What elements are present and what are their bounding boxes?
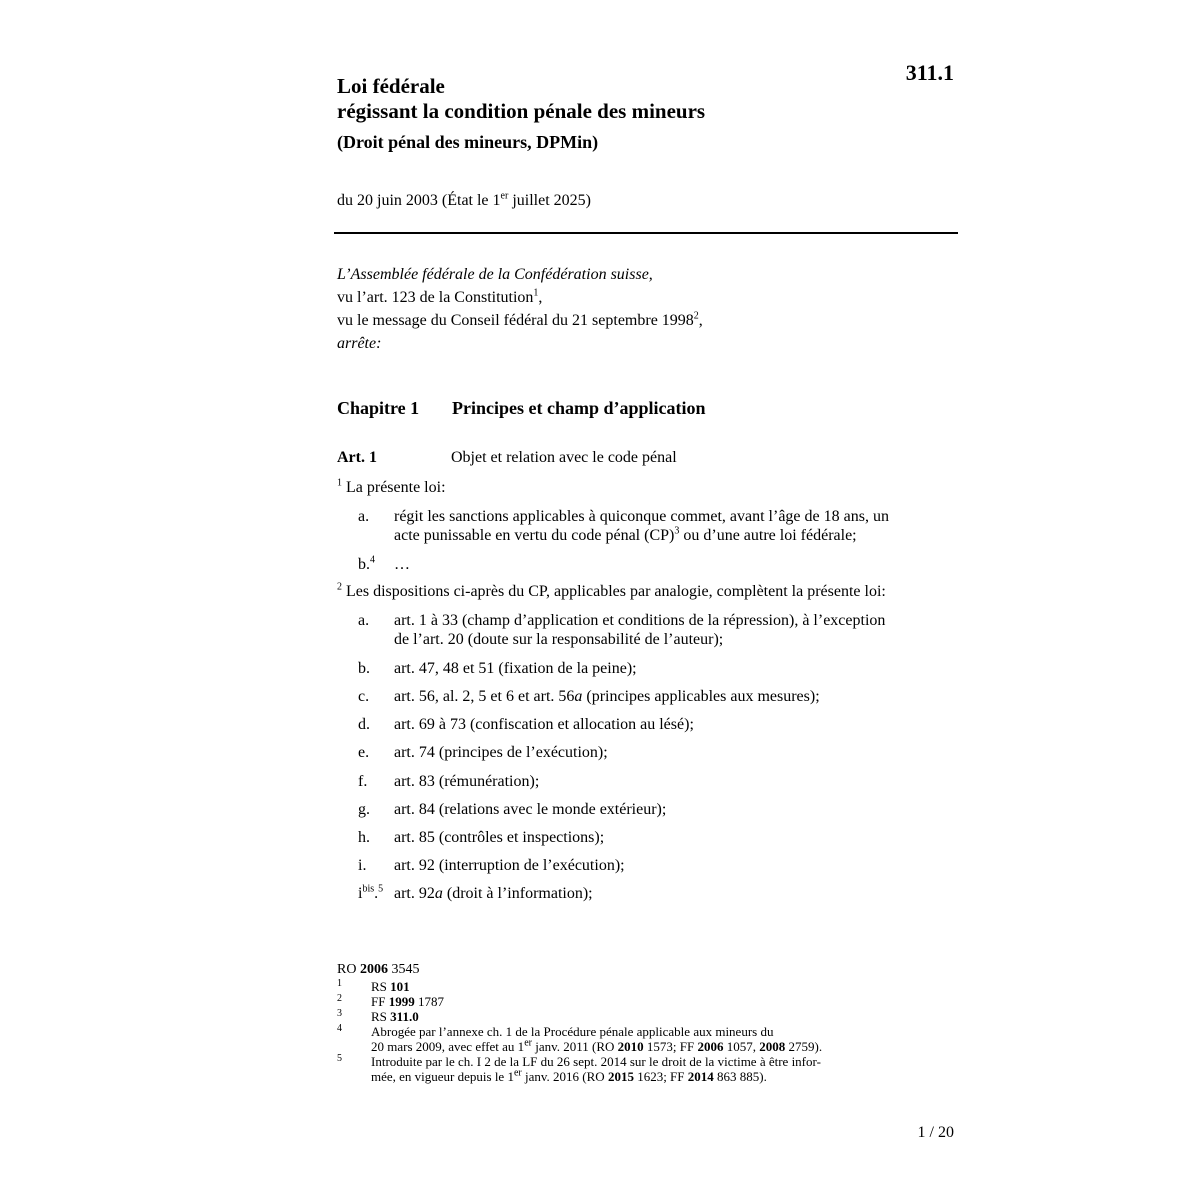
paragraph-1: $^1$ La présente loi:: [337, 477, 446, 496]
footnote-3: 3 RS 311.0: [337, 1008, 419, 1024]
footnote-ref-3[interactable]: 3: [674, 525, 680, 537]
title-short-name: (Droit pénal des mineurs, DPMin): [337, 132, 599, 152]
article-title: Objet et relation avec le code pénal: [451, 449, 677, 466]
footnote-4: 4 Abrogée par l’annexe ch. 1 de la Procédure pénale applicable aux mineurs du 20 mars 2009, avec effet au 1er janv. 2011 (RO 2010 1573; FF 2006 1057, 2008 2759).: [337, 1023, 823, 1054]
article-heading: [337, 449, 677, 467]
title-line-1: Loi fédérale: [337, 74, 445, 98]
document-page: 311.1 Loi fédérale régissant la condition pénale des mineurs (Droit pénal des mineurs, DPMin) du 20 juin 2003 (État le 1er juillet 2025) L’Assemblée fédérale de la Confédération suisse, vu l’art. 123 de la Constitution$^1$, vu le message du Conseil fédéral du 21 septembre 1998$^2$, arrête: Chapitre 1 Principes et champ d’application Art. 1 Objet et relation avec le code pénal $^1$ La présente loi: a. régit les sanctions applicables à quiconque commet, avant l’âge de 18 ans, un acte punissable en vertu du code pénal (CP)$^3$ ou d’une autre loi fédérale; b.$^4$ … $^2$ Les dispositions ci-après du CP, applicables par analogie, complètent la présente loi: a. art. 1 à 33 (champ d’application et conditions de la répression), à l’exception de l’art. 20 (doute sur la responsabilité de l’auteur); b. art. 47, 48 et 51 (fixation de la peine); c. art. 56, al. 2, 5 et 6 et art. 56a (principes applicables aux mesures); d. art. 69 à 73 (confiscation et allocation au lésé); e. art. 74 (principes de l’exécution); f. art. 83 (rémunération); g. art. 84 (relations avec le monde extérieur); h. art. 85 (contrôles et inspections); i. art. 92 (interruption de l’exécution); $i^{bis}.^5$ art. 92a (droit à l’information); RO 2006 3545 1 RS 101 2 FF 1999 1787 3 RS 311.0 4 Abrogée par l’annexe ch. 1 de la Procédure pénale applicable aux mineurs du 20 mars 2009, avec effet au 1er janv. 2011 (RO 2010 1573; FF 2006 1057, 2008 2759). 5 Introduite par le ch. I 2 de la LF du 26 sept. 2014 sur le droit de la victime à être infor- mée, en vigueur depuis le 1er janv. 2016 (RO 2015 1623; FF 2014 863 885). 1 / 20: [337, 0, 958, 1200]
chapter-heading: [337, 398, 706, 419]
preamble-assembly: L’Assemblée fédérale de la Confédération suisse,: [337, 266, 653, 283]
document-title: [337, 74, 705, 154]
footnote-ref-1[interactable]: 1: [533, 287, 539, 299]
preamble-message: vu le message du Conseil fédéral du 21 septembre 1998$^2$,: [337, 310, 703, 329]
footnote-ref-4[interactable]: 4: [370, 554, 375, 566]
preamble: [337, 263, 703, 355]
paragraph-2: $^2$ Les dispositions ci-après du CP, applicables par analogie, complètent la présente loi:: [337, 581, 886, 600]
footnote-5: 5 Introduite par le ch. I 2 de la LF du 26 sept. 2014 sur le droit de la victime à être infor- mée, en vigueur depuis le 1er janv. 2016 (RO 2015 1623; FF 2014 863 885).: [337, 1053, 821, 1084]
preamble-constitution: vu l’art. 123 de la Constitution$^1$,: [337, 287, 543, 306]
document-number: 311.1: [905, 60, 954, 85]
preamble-decree: arrête:: [337, 335, 382, 352]
footnote-2: 2 FF 1999 1787: [337, 993, 444, 1009]
chapter-number: Chapitre 1: [337, 398, 420, 418]
footnote-ref-2[interactable]: 2: [693, 310, 699, 322]
footnote-ref-5[interactable]: 5: [378, 883, 384, 895]
document-date: du 20 juin 2003 (État le 1er juillet 2025): [337, 190, 591, 209]
chapter-title: Principes et champ d’application: [452, 398, 706, 418]
title-line-2: régissant la condition pénale des mineurs: [337, 99, 706, 123]
ro-reference: RO 2006 3545: [337, 962, 420, 977]
page-number: 1 / 20: [917, 1124, 954, 1141]
article-number: Art. 1: [337, 449, 377, 466]
title-divider: [334, 232, 958, 234]
footnotes: [337, 962, 958, 1084]
footnote-1: 1 RS 101: [337, 978, 410, 994]
